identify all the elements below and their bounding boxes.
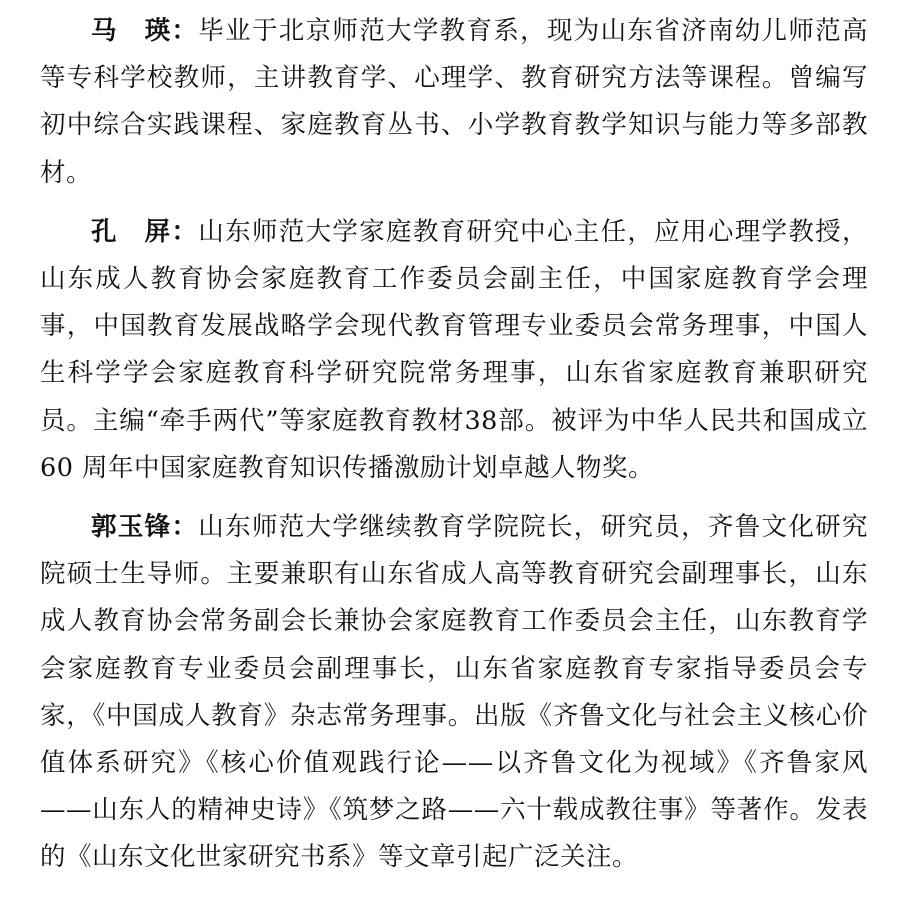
bio-guo-yufeng (40, 504, 868, 882)
author-bios-page (40, 8, 868, 894)
bio-name: 孔 屏： (91, 216, 199, 247)
bio-ma-ying (40, 8, 868, 197)
bio-text: 山东师范大学家庭教育研究中心主任，应用心理学教授，山东成人教育协会家庭教育工作委员会副主任，中国家庭教育学会理事，中国教育发展战略学会现代教育管理专业委员会常务理事，中国人生科学学会家庭教育科学研究院常务理事，山东省家庭教育兼职研究员。主编“牵手两代”等家庭教育教材38部。被评为中华人民共和国成立 60 周年中国家庭教育知识传播激励计划卓越人物奖。 (40, 216, 868, 483)
bio-text: 毕业于北京师范大学教育系，现为山东省济南幼儿师范高等专科学校教师，主讲教育学、心理学、教育研究方法等课程。曾编写初中综合实践课程、家庭教育丛书、小学教育教学知识与能力等多部教材。 (40, 16, 868, 188)
bio-kong-ping (40, 209, 868, 492)
bio-name: 马 瑛： (91, 16, 199, 46)
bio-text: 山东师范大学继续教育学院院长，研究员，齐鲁文化研究院硕士生导师。主要兼职有山东省成人高等教育研究会副理事长，山东成人教育协会常务副会长兼协会家庭教育工作委员会主任，山东教育学会家庭教育专业委员会副理事长，山东省家庭教育专家指导委员会专家，《中国成人教育》杂志常务理事。出版《齐鲁文化与社会主义核心价值体系研究》《核心价值观践行论——以齐鲁文化为视域》《齐鲁家风——山东人的精神史诗》《筑梦之路——六十载成教往事》等著作。发表的《山东文化世家研究书系》等文章引起广泛关注。 (40, 512, 868, 873)
bio-name: 郭玉锋： (91, 512, 199, 543)
